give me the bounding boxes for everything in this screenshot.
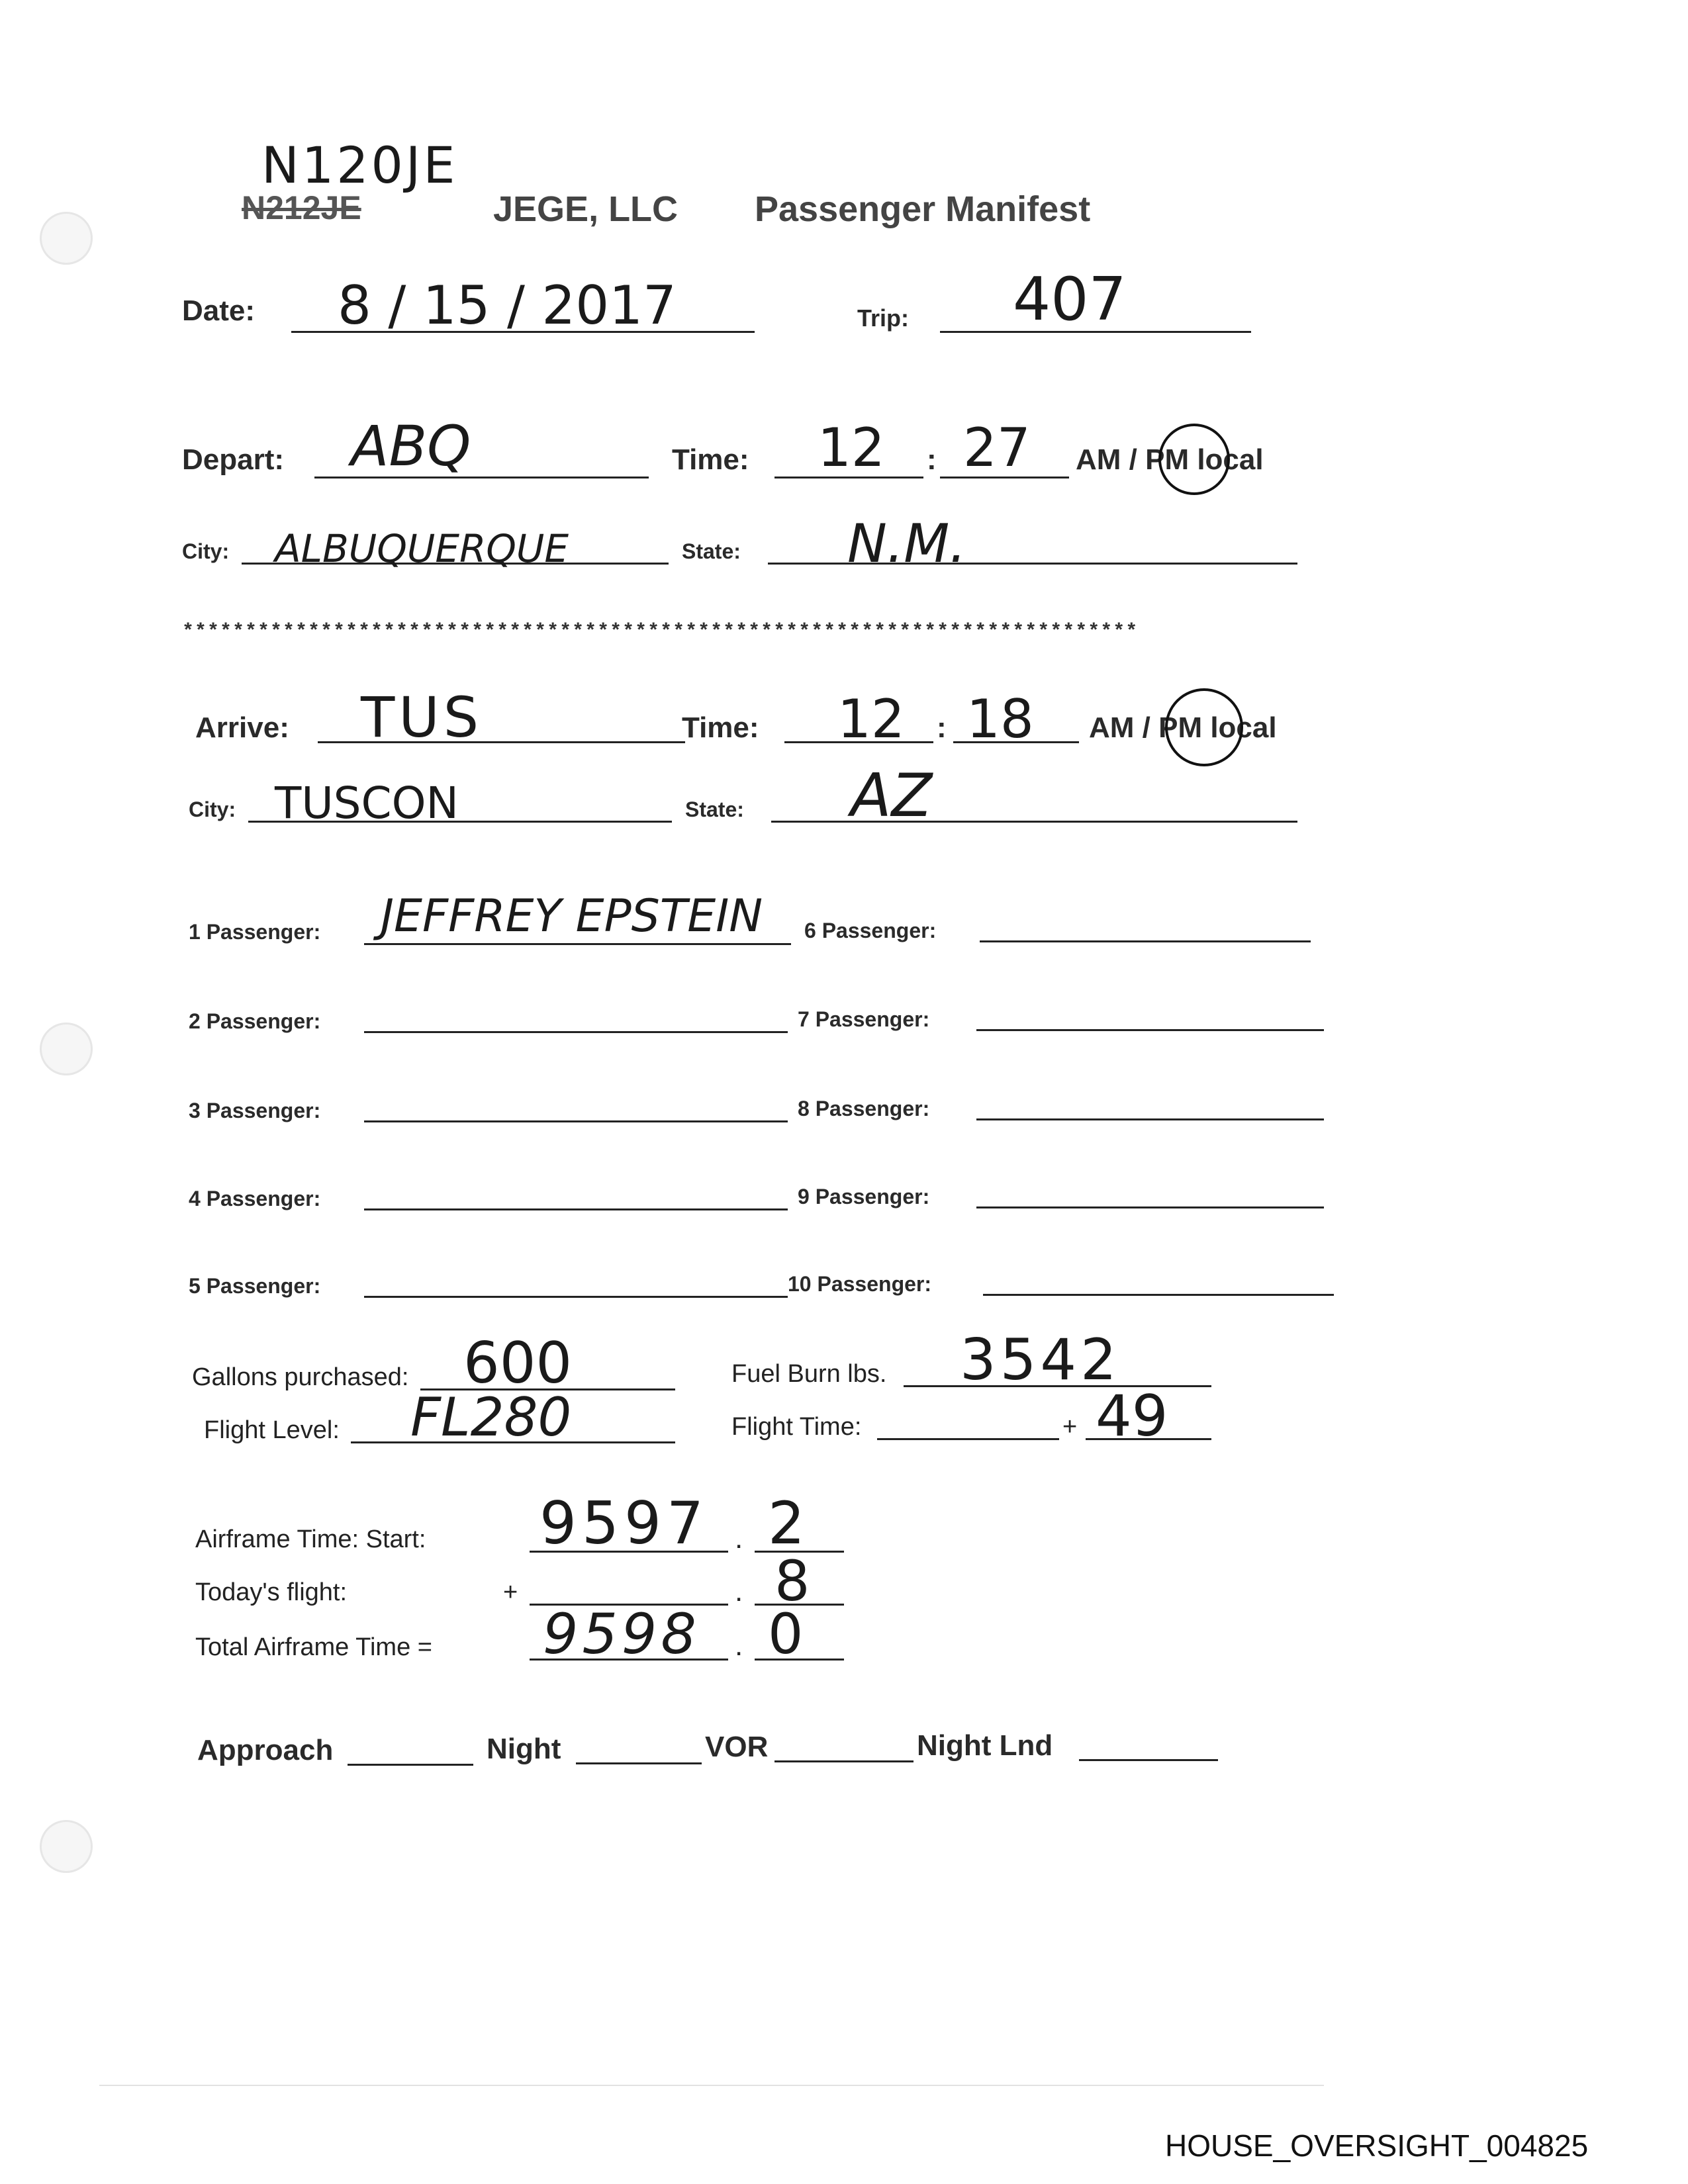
depart-city: ALBUQUERQUE — [275, 526, 569, 571]
depart-minute: 27 — [963, 417, 1031, 478]
flight-time-line — [877, 1438, 1059, 1440]
flight-time-plus: + — [1062, 1413, 1078, 1441]
passenger-10-label: 10 Passenger: — [788, 1272, 932, 1296]
arrive-label: Arrive: — [195, 711, 289, 744]
depart-city-label: City: — [182, 539, 230, 563]
night-lnd-label: Night Lnd — [917, 1729, 1053, 1762]
depart-state-label: State: — [682, 539, 741, 563]
depart-hour: 12 — [818, 417, 885, 478]
gallons-value: 600 — [463, 1330, 573, 1396]
depart-pm-circle — [1158, 424, 1230, 495]
flight-time-label: Flight Time: — [731, 1413, 862, 1441]
passenger-1-label: 1 Passenger: — [189, 920, 321, 944]
arrive-pm-circle — [1165, 688, 1243, 766]
passenger-7-line — [976, 1029, 1324, 1031]
passenger-8-line — [976, 1118, 1324, 1120]
binder-hole-middle — [40, 1023, 93, 1075]
night-lnd-line — [1079, 1759, 1218, 1761]
fuel-burn-value: 3542 — [960, 1327, 1121, 1393]
fuel-burn-label: Fuel Burn lbs. — [731, 1360, 887, 1388]
total-airframe-tenth: 0 — [768, 1602, 804, 1666]
depart-state: N.M. — [847, 513, 966, 574]
total-airframe-decimal: . — [735, 1629, 743, 1662]
passenger-4-label: 4 Passenger: — [189, 1187, 321, 1210]
flight-time-value: 49 — [1096, 1383, 1168, 1449]
airframe-start-decimal: . — [735, 1522, 743, 1555]
flight-level-label: Flight Level: — [204, 1416, 340, 1444]
arrive-state: AZ — [851, 761, 933, 831]
arrive-city: TUSCON — [275, 778, 459, 829]
passenger-1-name: JEFFREY EPSTEIN — [381, 890, 763, 942]
depart-label: Depart: — [182, 443, 285, 476]
company-name: JEGE, LLC — [493, 189, 679, 229]
date-value: 8 / 15 / 2017 — [338, 275, 677, 336]
night-label: Night — [487, 1733, 561, 1765]
bates-number: HOUSE_OVERSIGHT_004825 — [1165, 2128, 1589, 2163]
total-airframe-label: Total Airframe Time = — [195, 1633, 432, 1661]
todays-flight-tenth: 8 — [774, 1549, 810, 1614]
flight-level-value: FL280 — [410, 1387, 572, 1448]
passenger-1-line — [364, 943, 791, 945]
todays-flight-decimal: . — [735, 1575, 743, 1608]
depart-code: ABQ — [351, 414, 471, 478]
todays-flight-plus: + — [503, 1578, 518, 1606]
gallons-label: Gallons purchased: — [192, 1363, 409, 1391]
arrive-time-label: Time: — [682, 711, 759, 744]
approach-label: Approach — [197, 1734, 334, 1766]
date-label: Date: — [182, 295, 256, 327]
passenger-6-label: 6 Passenger: — [804, 919, 937, 942]
approach-line — [348, 1764, 473, 1766]
handwritten-tail-number: N120JE — [261, 136, 458, 195]
airframe-start-label: Airframe Time: Start: — [195, 1525, 426, 1553]
passenger-10-line — [983, 1294, 1334, 1296]
passenger-2-line — [364, 1031, 788, 1033]
page-title: Passenger Manifest — [755, 189, 1091, 229]
arrive-time-colon: : — [937, 711, 947, 744]
arrive-minute: 18 — [966, 688, 1034, 750]
arrive-city-label: City: — [189, 797, 236, 821]
passenger-3-label: 3 Passenger: — [189, 1099, 321, 1122]
vor-line — [774, 1760, 914, 1762]
binder-hole-bottom — [40, 1820, 93, 1873]
depart-ampm-label: AM / PM local — [1076, 443, 1264, 476]
section-separator: **************************************************************************** — [182, 621, 1139, 643]
passenger-5-line — [364, 1296, 788, 1298]
struck-tail-number: N212JE — [242, 189, 361, 226]
page-edge-line — [99, 2085, 1324, 2086]
arrive-code: TUS — [361, 685, 483, 750]
trip-value: 407 — [1013, 265, 1127, 334]
arrive-ampm-label: AM / PM local — [1089, 711, 1277, 744]
airframe-start-tenth: 2 — [768, 1489, 805, 1557]
passenger-9-line — [976, 1206, 1324, 1208]
passenger-9-label: 9 Passenger: — [798, 1185, 930, 1208]
night-line — [576, 1762, 702, 1764]
passenger-7-label: 7 Passenger: — [798, 1007, 930, 1031]
trip-label: Trip: — [857, 304, 909, 332]
passenger-3-line — [364, 1120, 788, 1122]
passenger-8-label: 8 Passenger: — [798, 1097, 930, 1120]
passenger-6-line — [980, 940, 1311, 942]
total-airframe-whole: 9598 — [543, 1602, 700, 1666]
depart-time-colon: : — [927, 443, 937, 476]
passenger-5-label: 5 Passenger: — [189, 1274, 321, 1298]
arrive-state-label: State: — [685, 797, 744, 821]
airframe-start-whole: 9597 — [539, 1489, 709, 1557]
todays-flight-label: Today's flight: — [195, 1578, 348, 1606]
vor-label: VOR — [705, 1731, 769, 1763]
binder-hole-top — [40, 212, 93, 265]
arrive-hour: 12 — [837, 688, 905, 750]
passenger-2-label: 2 Passenger: — [189, 1009, 321, 1033]
depart-time-label: Time: — [672, 443, 749, 476]
passenger-4-line — [364, 1208, 788, 1210]
